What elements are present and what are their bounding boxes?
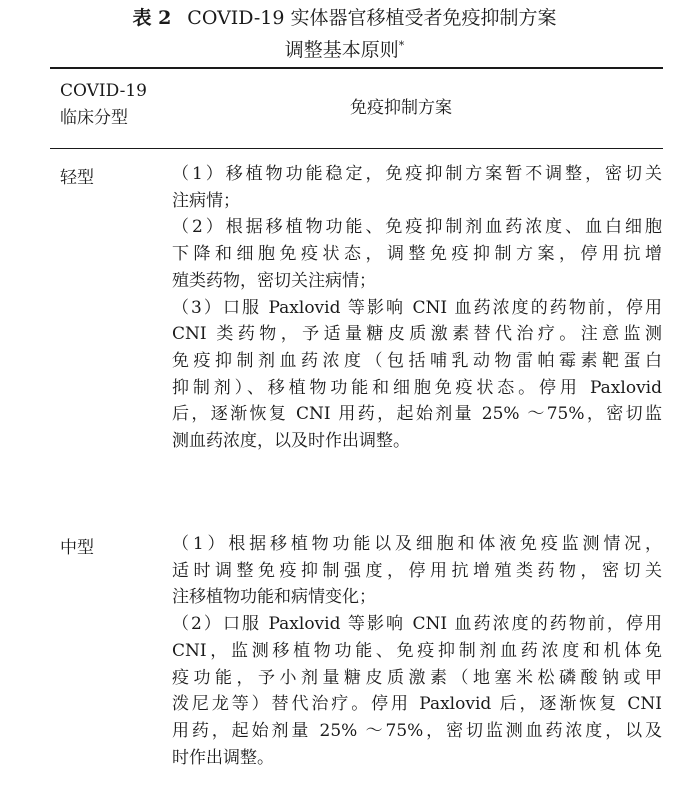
caption-line-1 bbox=[0, 4, 689, 32]
text-line: 用药，起始剂量 25% ～75%，密切监测血药浓度，以及 bbox=[172, 720, 662, 741]
text-line: CNI，监测移植物功能、免疫抑制剂血药浓度和机体免 bbox=[172, 640, 662, 661]
text-line: 免疫抑制剂血药浓度（包括哺乳动物雷帕霉素靶蛋白 bbox=[172, 350, 662, 371]
text-line: （2）根据移植物功能、免疫抑制剂血药浓度、血白细胞 bbox=[172, 217, 662, 238]
row-regimen-moderate bbox=[172, 531, 662, 771]
text-line: 注移植物功能和病情变化； bbox=[172, 587, 376, 608]
text-line: 时作出调整。 bbox=[172, 747, 274, 768]
text-line: CNI 类药物，予适量糖皮质激素替代治疗。注意监测 bbox=[172, 324, 662, 345]
caption-title-part-2: 调整基本原则 bbox=[284, 39, 399, 61]
text-line: 殖类药物，密切关注病情； bbox=[172, 270, 376, 291]
text-line: 抑制剂）、移植物功能和细胞免疫状态。停用 Paxlovid bbox=[172, 377, 662, 398]
caption-line-2 bbox=[0, 32, 689, 64]
caption-title-part-1: COVID-19 实体器官移植受者免疫抑制方案 bbox=[187, 7, 557, 29]
text-line: 泼尼龙等）替代治疗。停用 Paxlovid 后，逐渐恢复 CNI bbox=[172, 694, 662, 715]
footnote-mark: * bbox=[398, 39, 405, 52]
header-col-clinical-type bbox=[60, 78, 147, 132]
header-col1-line-1: COVID-19 bbox=[60, 81, 147, 101]
header-col-regimen: 免疫抑制方案 bbox=[350, 98, 452, 118]
text-line: 注病情； bbox=[172, 190, 240, 211]
text-line: 下降和细胞免疫状态，调整免疫抑制方案，停用抗增 bbox=[172, 244, 662, 265]
text-line: （1）移植物功能稳定，免疫抑制方案暂不调整，密切关 bbox=[172, 164, 662, 184]
table-header-rule bbox=[50, 148, 663, 149]
row-type-moderate: 中型 bbox=[60, 538, 94, 558]
text-line: （2）口服 Paxlovid 等影响 CNI 血药浓度的药物前，停用 bbox=[172, 614, 662, 635]
header-col1-line-2: 临床分型 bbox=[60, 108, 128, 128]
text-line: 适时调整免疫抑制强度，停用抗增殖类药物，密切关 bbox=[172, 560, 662, 581]
text-line: 疫功能，予小剂量糖皮质激素（地塞米松磷酸钠或甲 bbox=[172, 667, 662, 688]
text-line: （1）根据移植物功能以及细胞和体液免疫监测情况， bbox=[172, 534, 662, 554]
table-caption bbox=[0, 4, 689, 64]
text-line: （3）口服 Paxlovid 等影响 CNI 血药浓度的药物前，停用 bbox=[172, 297, 662, 318]
text-line: 测血药浓度，以及时作出调整。 bbox=[172, 431, 410, 452]
row-regimen-mild bbox=[172, 161, 662, 455]
row-type-mild: 轻型 bbox=[60, 168, 94, 188]
table-number: 表 2 bbox=[132, 7, 172, 29]
text-line: 后，逐渐恢复 CNI 用药，起始剂量 25% ～75%，密切监 bbox=[172, 404, 662, 425]
table-top-rule bbox=[50, 67, 663, 69]
